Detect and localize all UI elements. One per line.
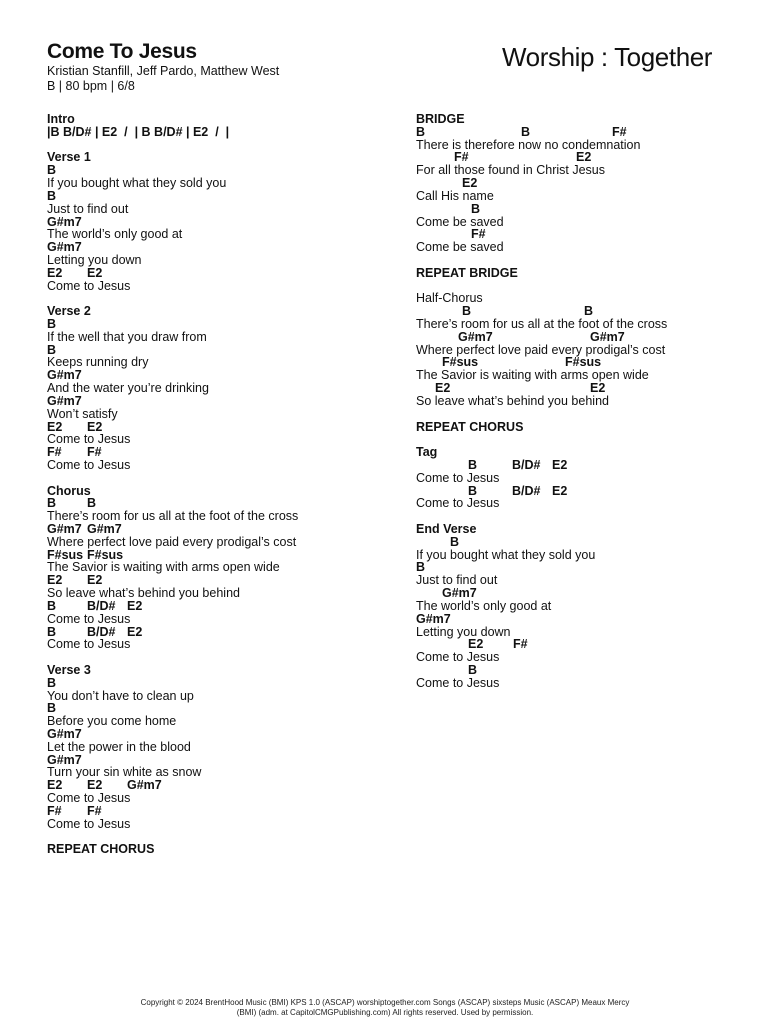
lyric-line: Come to Jesus bbox=[47, 816, 131, 831]
chord: F# bbox=[612, 124, 627, 139]
chord: G#m7 bbox=[47, 214, 82, 229]
chord: E2 bbox=[590, 381, 606, 396]
chord: E2 bbox=[87, 778, 103, 793]
chord: B bbox=[468, 483, 478, 498]
lyric-line: The world’s only good at bbox=[416, 598, 552, 613]
chord-line bbox=[416, 126, 746, 139]
lyric-line: Let the power in the blood bbox=[47, 739, 191, 754]
lyric-line: Before you come home bbox=[47, 714, 177, 729]
chord: E2 bbox=[87, 419, 103, 434]
chord: F#sus bbox=[87, 547, 124, 562]
section-heading: Verse 2 bbox=[47, 304, 91, 319]
chord-line bbox=[47, 805, 387, 818]
left-column bbox=[47, 113, 387, 856]
section-heading: REPEAT CHORUS bbox=[47, 842, 155, 857]
lyric-line: Come to Jesus bbox=[47, 637, 131, 652]
chord: B/D# bbox=[512, 457, 541, 472]
chord: B/D# bbox=[87, 624, 116, 639]
chord: B bbox=[416, 124, 426, 139]
lyric-line: Come be saved bbox=[416, 240, 504, 255]
lyric-line: Turn your sin white as snow bbox=[47, 765, 202, 780]
chord: E2 bbox=[47, 265, 63, 280]
chord: F# bbox=[87, 445, 102, 460]
chord: B bbox=[47, 163, 57, 178]
chord: B bbox=[462, 304, 472, 319]
lyric-line: There’s room for us all at the foot of the cross bbox=[416, 317, 668, 331]
lyric-line: There is therefore now no condemnation bbox=[416, 137, 641, 152]
lyric-line: So leave what’s behind you behind bbox=[416, 393, 609, 408]
chord: G#m7 bbox=[87, 522, 122, 536]
spacer bbox=[47, 139, 387, 152]
chord-line bbox=[416, 203, 746, 216]
chord-line bbox=[416, 613, 746, 626]
chord: B/D# bbox=[87, 598, 116, 613]
chord: G#m7 bbox=[442, 586, 477, 601]
chord: F# bbox=[87, 803, 102, 818]
section-heading: End Verse bbox=[416, 522, 477, 536]
chord: F# bbox=[47, 803, 62, 818]
lyric-line: Letting you down bbox=[416, 624, 511, 639]
chord: F#sus bbox=[442, 355, 479, 370]
chord: G#m7 bbox=[47, 393, 82, 408]
chord-line bbox=[47, 267, 387, 280]
lyric-line: So leave what’s behind you behind bbox=[47, 586, 240, 601]
chord-line bbox=[47, 395, 387, 408]
chord: E2 bbox=[552, 483, 568, 498]
chord: F# bbox=[47, 445, 62, 460]
section-heading: Intro bbox=[47, 112, 75, 126]
chord: E2 bbox=[435, 381, 451, 396]
lyric-line: Call His name bbox=[416, 188, 494, 203]
chord-line bbox=[416, 331, 746, 344]
chord: G#m7 bbox=[590, 329, 625, 344]
lyric-line: If you bought what they sold you bbox=[416, 547, 596, 562]
spacer bbox=[47, 292, 387, 305]
chord: B bbox=[471, 201, 481, 216]
lyric-line: Come to Jesus bbox=[47, 611, 131, 626]
chord: G#m7 bbox=[47, 368, 82, 383]
chord: E2 bbox=[87, 265, 103, 280]
chord: E2 bbox=[47, 573, 63, 588]
spacer bbox=[416, 408, 746, 421]
copyright-footer: Copyright © 2024 BrentHood Music (BMI) KPS 1.0 (ASCAP) worshiptogether.com Songs (ASCAP) sixsteps Music (ASCAP) Meaux Mercy (BMI) (adm. at CapitolCMGPublishing.com) All rights reserved. Used by permission. bbox=[140, 998, 630, 1017]
lyric-line: Keeps running dry bbox=[47, 355, 149, 370]
spacer bbox=[47, 472, 387, 485]
section-heading: Verse 1 bbox=[47, 150, 91, 165]
chord-line bbox=[47, 728, 387, 741]
chord: B bbox=[47, 317, 57, 331]
brand-logo-text: Worship : Together bbox=[502, 42, 713, 72]
right-column bbox=[416, 113, 746, 690]
spacer bbox=[416, 254, 746, 267]
chord: B bbox=[47, 342, 57, 357]
chord: F# bbox=[513, 637, 528, 652]
lyric-line: Come to Jesus bbox=[47, 457, 131, 472]
lyric-line: For all those found in Christ Jesus bbox=[416, 163, 605, 178]
chord-line bbox=[416, 587, 746, 600]
chord: B bbox=[468, 457, 478, 472]
lyric-line: Just to find out bbox=[47, 201, 129, 216]
chord: F#sus bbox=[47, 547, 84, 562]
chord: B bbox=[47, 188, 57, 203]
chord-line bbox=[47, 600, 387, 613]
lyric-line: Come to Jesus bbox=[416, 650, 500, 665]
chord: B bbox=[47, 701, 57, 716]
chord: B bbox=[87, 496, 97, 511]
chord: E2 bbox=[47, 419, 63, 434]
chord-line bbox=[416, 536, 746, 549]
lyric-line: Where perfect love paid every prodigal’s cost bbox=[47, 534, 297, 549]
chord-line bbox=[47, 677, 387, 690]
lyric-line: Come to Jesus bbox=[47, 791, 131, 806]
chord-line bbox=[416, 459, 746, 472]
lyric-line: There’s room for us all at the foot of the cross bbox=[47, 509, 299, 524]
lyric-line: Letting you down bbox=[47, 252, 142, 267]
section-heading: Chorus bbox=[47, 483, 91, 498]
lyric-line: The world’s only good at bbox=[47, 227, 183, 242]
lyric-line: You don’t have to clean up bbox=[47, 688, 194, 703]
chord-line bbox=[47, 318, 387, 331]
lyric-line: Come to Jesus bbox=[47, 432, 131, 447]
lyric-line: Where perfect love paid every prodigal’s cost bbox=[416, 342, 666, 357]
chord: E2 bbox=[552, 457, 568, 472]
chord: E2 bbox=[576, 150, 592, 165]
chord: G#m7 bbox=[127, 778, 162, 793]
chord: B bbox=[450, 534, 460, 549]
spacer bbox=[416, 433, 746, 446]
chord: B bbox=[521, 124, 531, 139]
chord-line bbox=[47, 190, 387, 203]
lyric-line: Come to Jesus bbox=[416, 675, 500, 690]
chord-line bbox=[416, 382, 746, 395]
chord: E2 bbox=[87, 573, 103, 588]
intro-chord-line: |B B/D# | E2 / | B B/D# | E2 / | bbox=[47, 124, 230, 139]
chord: B bbox=[47, 624, 57, 639]
chord: F# bbox=[471, 227, 486, 242]
chord: G#m7 bbox=[47, 522, 82, 536]
chord: G#m7 bbox=[47, 727, 82, 741]
chord: E2 bbox=[127, 598, 143, 613]
chord: B bbox=[468, 662, 478, 677]
section-heading: Tag bbox=[416, 445, 438, 460]
chord: B bbox=[47, 496, 57, 511]
chord: G#m7 bbox=[47, 240, 82, 255]
chord: B bbox=[47, 675, 57, 690]
lyric-line: Come to Jesus bbox=[47, 278, 131, 293]
section-heading: REPEAT CHORUS bbox=[416, 419, 524, 434]
lyric-line: Come to Jesus bbox=[416, 496, 500, 511]
chord: E2 bbox=[462, 176, 478, 191]
section-heading: BRIDGE bbox=[416, 112, 465, 126]
chord: E2 bbox=[47, 778, 63, 793]
lyric-line: If the well that you draw from bbox=[47, 329, 207, 344]
lyric-line: And the water you’re drinking bbox=[47, 381, 209, 396]
chord: B bbox=[584, 304, 594, 319]
lyric-line: Come to Jesus bbox=[416, 470, 500, 485]
chord-line bbox=[47, 523, 387, 536]
lyric-line: Half-Chorus bbox=[416, 291, 483, 306]
lyric-line: The Savior is waiting with arms open wide bbox=[416, 368, 649, 383]
section-heading: Verse 3 bbox=[47, 662, 91, 677]
chord: F# bbox=[454, 150, 469, 165]
lyric-line: Come be saved bbox=[416, 214, 504, 229]
section-heading: REPEAT BRIDGE bbox=[416, 265, 518, 280]
chord: F#sus bbox=[565, 355, 602, 370]
lyric-line: The Savior is waiting with arms open wide bbox=[47, 560, 280, 575]
chord: E2 bbox=[468, 637, 484, 652]
chord-line bbox=[416, 664, 746, 677]
song-title: Come To Jesus bbox=[47, 40, 197, 63]
chord: G#m7 bbox=[458, 329, 493, 344]
chord: B/D# bbox=[512, 483, 541, 498]
spacer bbox=[47, 651, 387, 664]
lyric-line: Just to find out bbox=[416, 573, 498, 588]
chord-line bbox=[416, 177, 746, 190]
chord: G#m7 bbox=[416, 611, 451, 626]
chord: B bbox=[416, 560, 426, 575]
chord: B bbox=[47, 598, 57, 613]
song-authors: Kristian Stanfill, Jeff Pardo, Matthew West bbox=[47, 64, 280, 78]
lyric-line: If you bought what they sold you bbox=[47, 176, 227, 191]
lyric-line: Won’t satisfy bbox=[47, 406, 118, 421]
chord: E2 bbox=[127, 624, 143, 639]
chord: G#m7 bbox=[47, 752, 82, 767]
song-key-tempo: B | 80 bpm | 6/8 bbox=[47, 79, 135, 93]
